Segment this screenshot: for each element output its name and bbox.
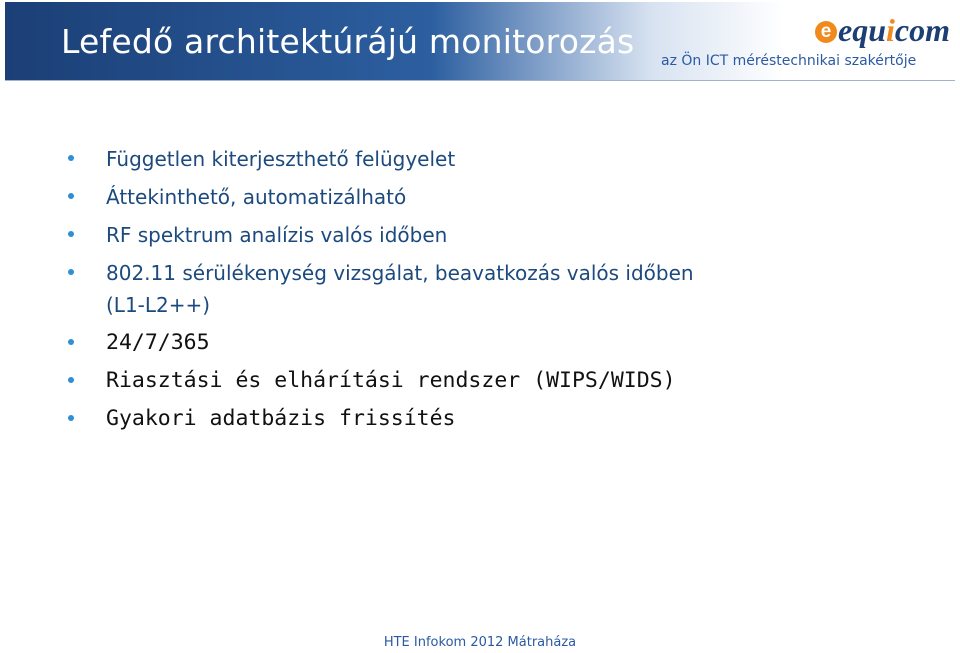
- bullet-icon: [68, 193, 74, 199]
- bullet-icon: [68, 339, 74, 345]
- bullet-item: [64, 257, 724, 321]
- bullet-text: 24/7/365: [106, 330, 210, 355]
- bullet-text: Gyakori adatbázis frissítés: [106, 406, 456, 431]
- bullet-text: RF spektrum analízis valós időben: [106, 223, 448, 247]
- bullet-icon: [68, 231, 74, 237]
- bullet-item: [64, 403, 724, 435]
- bullet-item: [64, 219, 724, 251]
- bullet-item: [64, 327, 724, 359]
- logo-text-part3: com: [894, 12, 950, 48]
- bullet-item: [64, 365, 724, 397]
- page-title: Lefedő architektúrájú monitorozás: [61, 22, 635, 61]
- bullet-text: 802.11 sérülékenység vizsgálat, beavatkozás valós időben (L1-L2++): [106, 261, 694, 317]
- tagline: az Ön ICT méréstechnikai szakértője: [661, 53, 917, 69]
- bullet-item: [64, 181, 724, 213]
- logo-text-part2: i: [886, 12, 895, 48]
- bullet-list: [64, 143, 724, 441]
- bullet-text: Áttekinthető, automatizálható: [106, 185, 407, 209]
- bullet-icon: [68, 415, 74, 421]
- logo-e-icon: e: [815, 21, 837, 43]
- footer-text: HTE Infokom 2012 Mátraháza: [383, 635, 577, 650]
- bullet-text: Független kiterjeszthető felügyelet: [106, 147, 456, 171]
- bullet-icon: [68, 269, 74, 275]
- logo-text-part1: equ: [838, 12, 886, 48]
- bullet-icon: [68, 377, 74, 383]
- bullet-icon: [68, 155, 74, 161]
- equicom-logo: [815, 14, 950, 48]
- header-bar: [5, 2, 955, 81]
- bullet-text: Riasztási és elhárítási rendszer (WIPS/WIDS): [106, 368, 676, 393]
- bullet-item: [64, 143, 724, 175]
